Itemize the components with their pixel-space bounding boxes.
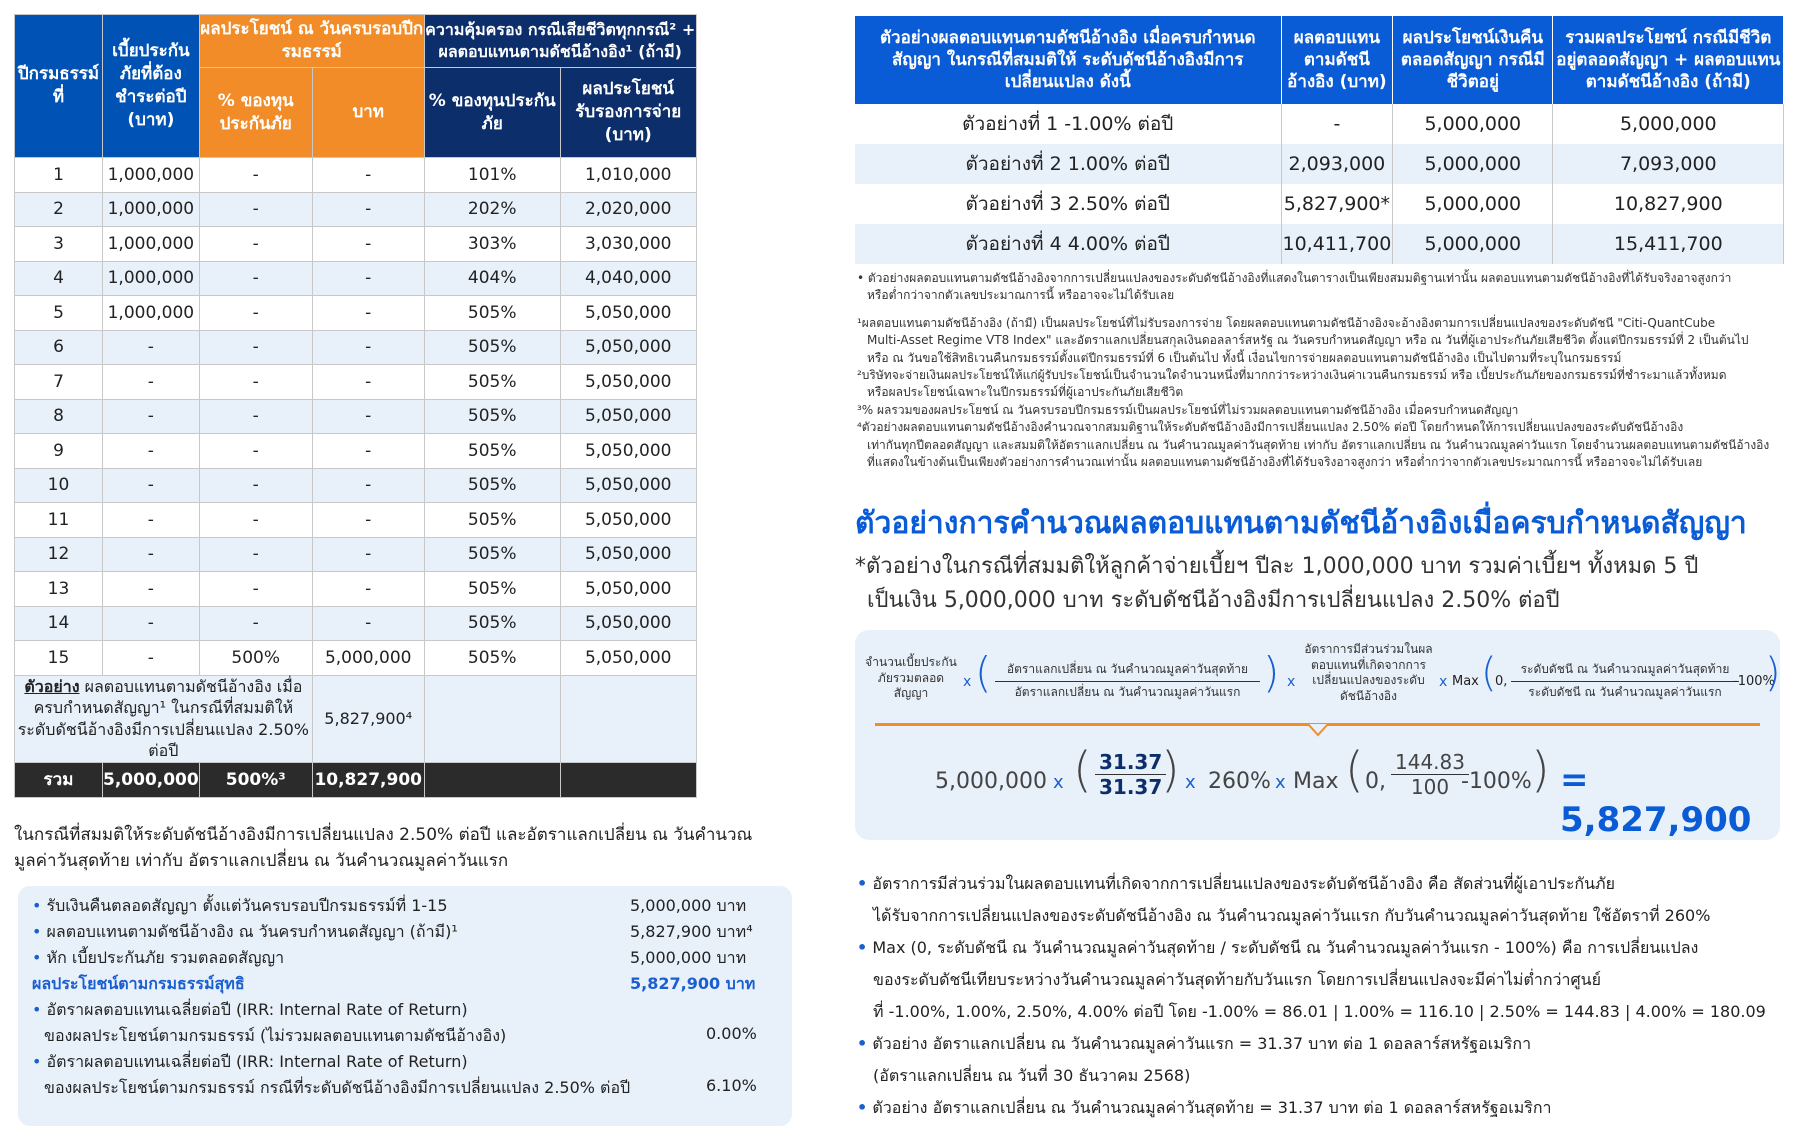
irr2-value: 6.10% <box>706 1076 757 1095</box>
table-cell: 5,050,000 <box>560 641 696 676</box>
table-row <box>15 503 697 538</box>
table-cell: 505% <box>424 399 560 434</box>
table-cell: ตัวอย่างที่ 1 -1.00% ต่อปี <box>855 104 1281 144</box>
table-cell: 14 <box>15 606 103 641</box>
paren-close: ) <box>1765 650 1781 696</box>
table-cell: - <box>199 227 312 262</box>
multiply-sign: x <box>1275 772 1286 793</box>
paren-open: ( <box>1345 742 1364 798</box>
table-cell: - <box>103 330 200 365</box>
table-cell: 505% <box>424 641 560 676</box>
table-cell: 12 <box>15 537 103 572</box>
table-row <box>15 641 697 676</box>
table-cell: 505% <box>424 296 560 331</box>
table-cell: - <box>199 606 312 641</box>
table-cell: 5,050,000 <box>560 399 696 434</box>
zero-label: 0, <box>1495 674 1508 689</box>
table-cell: 4,040,000 <box>560 261 696 296</box>
benefit-table <box>14 14 697 798</box>
paren-close: ) <box>1161 742 1180 798</box>
table-cell: 5,050,000 <box>560 606 696 641</box>
bullet-cont: ที่ -1.00%, 1.00%, 2.50%, 4.00% ต่อปี โดย -1.00% = 86.01 | 1.00% = 116.10 | 2.50% = 144.83 | 4.00% = 180.09 <box>873 1002 1766 1021</box>
table-cell: 7,093,000 <box>1553 144 1784 184</box>
table-cell: 1,000,000 <box>103 158 200 193</box>
bullet-cont: (อัตราแลกเปลี่ยน ณ วันที่ 30 ธันวาคม 2568) <box>873 1066 1191 1085</box>
calc-subtitle-2: เป็นเงิน 5,000,000 บาท ระดับดัชนีอ้างอิงมีการเปลี่ยนแปลง 2.50% ต่อปี <box>867 588 1560 613</box>
table-cell: 5,050,000 <box>560 330 696 365</box>
summary-value: 5,827,900 บาท⁴ <box>630 922 753 941</box>
table-row <box>15 537 697 572</box>
table-cell: 505% <box>424 330 560 365</box>
table-row <box>15 572 697 607</box>
table-cell: - <box>312 227 424 262</box>
example-value: 5,827,900⁴ <box>312 675 424 762</box>
table-cell: - <box>199 365 312 400</box>
table-cell: 5,000,000 <box>1393 224 1553 264</box>
table-cell: - <box>103 572 200 607</box>
table-cell: - <box>312 261 424 296</box>
disclaimer-notes: • ตัวอย่างผลตอบแทนตามดัชนีอ้างอิงจากการเปลี่ยนแปลงของระดับดัชนีอ้างอิงที่แสดงในตารางเป็นเพียงสมมติฐานเท่านั้น ผลตอบแทนตามดัชนีอ้างอิงที่ได้รับจริงอาจสูงกว่า หรือต่ำกว่าจากตัวเลขประมาณการนี้ หรืออาจจะไม่ได้รับเลย ¹ผลตอบแทนตามดัชนีอ้างอิง (ถ้ามี) เป็นผลประโยชน์ที่ไม่รับรองการจ่าย โดยผลตอบแทนตามดัชนีอ้างอิงจะอ้างอิงตามการเปลี่ยนแปลงของระดับดัชนี "Citi-QuantCube Multi-Asset Regime VT8 Index" และอัตราแลกเปลี่ยนสกุลเงินดอลลาร์สหรัฐ ณ วันครบกำหนดสัญญา หรือ ณ วันที่ผู้เอาประกันภัยเสียชีวิต ตั้งแต่ปีกรมธรรม์ที่ 2 เป็นต้นไป หรือ ณ วันขอใช้สิทธิเวนคืนกรมธรรม์ตั้งแต่ปีกรมธรรม์ที่ 6 เป็นต้นไป ทั้งนี้ เงื่อนไขการจ่ายผลตอบแทนตามดัชนีอ้างอิง เป็นไปตามที่ระบุในกรมธรรม์ ²บริษัทจะจ่ายเงินผลประโยชน์ให้แก่ผู้รับประโยชน์เป็นจำนวนใดจำนวนหนึ่งที่มากกว่าระหว่างเงินค่าเวนคืนกรมธรรม์ หรือ เบี้ยประกันภัยของกรมธรรม์ที่ชำระมาแล้วทั้งหมด หรือผลประโยชน์เฉพาะในปีกรมธรรม์ที่ผู้เอาประกันภัยเสียชีวิต ³% ผลรวมของผลประโยชน์ ณ วันครบรอบปีกรมธรรม์เป็นผลประโยชน์ที่ไม่รวมผลตอบแทนตามดัชนีอ้างอิง เมื่อครบกำหนดสัญญา ⁴ตัวอย่างผลตอบแทนตามดัชนีอ้างอิงคำนวณจากสมมติฐานให้ระดับดัชนีอ้างอิงมีการเปลี่ยนแปลง 2.50% ต่อปี โดยกำหนดให้การเปลี่ยนแปลงของระดับดัชนีอ้างอิง เท่ากันทุกปีตลอดสัญญา และสมมติให้อัตราแลกเปลี่ยน ณ วันคำนวณมูลค่าวันสุดท้าย เท่ากับ อัตราแลกเปลี่ยน ณ วันคำนวณมูลค่าวันแรก โดยจำนวนผลตอบแทนตามดัชนีอ้างอิง ที่แสดงในข้างต้นเป็นเพียงตัวอย่างการคำนวณเท่านั้น ผลตอบแทนตามดัชนีอ้างอิงที่ได้รับจริงอาจสูงกว่า หรือต่ำกว่าจากตัวเลขประมาณการนี้ หรืออาจจะไม่ได้รับเลย <box>857 271 1770 469</box>
table-cell: - <box>103 641 200 676</box>
table-cell: - <box>103 434 200 469</box>
example-row <box>855 144 1784 184</box>
assumption-note: ในกรณีที่สมมติให้ระดับดัชนีอ้างอิงมีการเปลี่ยนแปลง 2.50% ต่อปี และอัตราแลกเปลี่ยน ณ วันคำนวณมูลค่าวันสุดท้าย เท่ากับ อัตราแลกเปลี่ยน ณ วันคำนวณมูลค่าวันแรก <box>14 825 753 871</box>
table-cell: - <box>103 537 200 572</box>
table-cell: - <box>103 503 200 538</box>
table-row <box>15 434 697 469</box>
divider-arrow <box>1307 723 1329 737</box>
table-row <box>15 468 697 503</box>
table-cell: 3,030,000 <box>560 227 696 262</box>
table-cell: - <box>199 192 312 227</box>
table-row <box>15 158 697 193</box>
irr2-line2: ของผลประโยชน์ตามกรมธรรม์ กรณีที่ระดับดัชนีอ้างอิงมีการเปลี่ยนแปลง 2.50% ต่อปี <box>44 1078 631 1097</box>
table-cell: 15,411,700 <box>1553 224 1784 264</box>
table-cell: - <box>312 399 424 434</box>
table-row <box>15 330 697 365</box>
table-cell: 5 <box>15 296 103 331</box>
table-cell: 10 <box>15 468 103 503</box>
table-cell: 5,050,000 <box>560 572 696 607</box>
table-cell: 1,000,000 <box>103 261 200 296</box>
paren-close: ) <box>1263 648 1280 697</box>
table-cell: 9 <box>15 434 103 469</box>
table-cell: 505% <box>424 572 560 607</box>
table-cell: 1,000,000 <box>103 296 200 331</box>
table-cell: 5,000,000 <box>1553 104 1784 144</box>
table-cell: 5,050,000 <box>560 468 696 503</box>
max-label-2: Max <box>1293 769 1339 794</box>
table-cell: - <box>312 296 424 331</box>
summary-value: 5,000,000 บาท <box>630 948 747 967</box>
example-label: ตัวอย่าง ผลตอบแทนตามดัชนีอ้างอิง เมื่อครบกำหนดสัญญา¹ ในกรณีที่สมมติให้ระดับดัชนีอ้างอิงมีการเปลี่ยนแปลง 2.50% ต่อปี <box>15 675 313 762</box>
formula-index-ratio: ระดับดัชนี ณ วันคำนวณมูลค่าวันสุดท้าย ระดับดัชนี ณ วันคำนวณมูลค่าวันแรก <box>1511 662 1739 700</box>
table-cell: 5,050,000 <box>560 537 696 572</box>
total-cell <box>424 762 560 797</box>
minus-100-value: -100% <box>1461 769 1532 794</box>
table-row <box>15 296 697 331</box>
paren-open: ( <box>975 648 992 697</box>
example-row <box>15 675 697 762</box>
table-cell: - <box>312 365 424 400</box>
formula-fx-ratio: อัตราแลกเปลี่ยน ณ วันคำนวณมูลค่าวันสุดท้าย อัตราแลกเปลี่ยน ณ วันคำนวณมูลค่าวันแรก <box>995 662 1260 700</box>
summary-value: 5,000,000 บาท <box>630 896 747 915</box>
table-cell: 5,050,000 <box>560 365 696 400</box>
value-premium: 5,000,000 <box>935 769 1047 794</box>
table-row <box>15 365 697 400</box>
table-cell: - <box>103 468 200 503</box>
table-cell: - <box>199 399 312 434</box>
bullet-cont: ของระดับดัชนีเทียบระหว่างวันคำนวณมูลค่าวันสุดท้ายกับวันแรก โดยการเปลี่ยนแปลงจะมีค่าไม่ต่ำกว่าศูนย์ <box>873 970 1601 989</box>
calc-title: ตัวอย่างการคำนวณผลตอบแทนตามดัชนีอ้างอิงเมื่อครบกำหนดสัญญา <box>855 506 1747 541</box>
col-pct-sum-assured-2: % ของทุนประกันภัย <box>424 68 560 158</box>
table-cell: 505% <box>424 606 560 641</box>
table-cell: - <box>1281 104 1393 144</box>
bullet-item: • อัตราการมีส่วนร่วมในผลตอบแทนที่เกิดจากการเปลี่ยนแปลงของระดับดัชนีอ้างอิง คือ สัดส่วนที่ผู้เอาประกันภัย <box>857 874 1615 893</box>
multiply-sign: x <box>1439 674 1448 690</box>
formula-premium: จำนวนเบี้ยประกันภัยรวมตลอดสัญญา <box>865 655 957 701</box>
table-cell: - <box>103 399 200 434</box>
irr1-line2: ของผลประโยชน์ตามกรมธรรม์ (ไม่รวมผลตอบแทนตามดัชนีอ้างอิง) <box>44 1026 507 1045</box>
multiply-sign: x <box>1053 772 1064 793</box>
empty-cell <box>424 675 560 762</box>
bullet-item: • Max (0, ระดับดัชนี ณ วันคำนวณมูลค่าวันสุดท้าย / ระดับดัชนี ณ วันคำนวณมูลค่าวันแรก - 100%) คือ การเปลี่ยนแปลง <box>857 938 1699 957</box>
table-cell: 2,093,000 <box>1281 144 1393 184</box>
irr1-line1: • อัตราผลตอบแทนเฉลี่ยต่อปี (IRR: Internal Rate of Return) <box>32 1000 468 1019</box>
col-total-benefit: รวมผลประโยชน์ กรณีมีชีวิตอยู่ตลอดสัญญา + ผลตอบแทนตามดัชนีอ้างอิง (ถ้ามี) <box>1553 16 1784 104</box>
summary-item: • หัก เบี้ยประกันภัย รวมตลอดสัญญา <box>32 948 285 967</box>
table-cell: 3 <box>15 227 103 262</box>
col-pct-sum-assured: % ของทุนประกันภัย <box>199 68 312 158</box>
table-cell: 505% <box>424 503 560 538</box>
table-cell: - <box>312 434 424 469</box>
col-guaranteed-benefit: ผลประโยชน์รับรองการจ่าย (บาท) <box>560 68 696 158</box>
table-cell: - <box>312 192 424 227</box>
table-cell: 5,827,900* <box>1281 184 1393 224</box>
minus-100: -100% <box>1733 674 1775 689</box>
table-cell: 1,000,000 <box>103 227 200 262</box>
paren-open: ( <box>1073 742 1092 798</box>
table-cell: - <box>199 434 312 469</box>
table-cell: 202% <box>424 192 560 227</box>
formula-box <box>855 630 1780 840</box>
table-cell: 11 <box>15 503 103 538</box>
table-cell: 505% <box>424 365 560 400</box>
table-cell: 1 <box>15 158 103 193</box>
table-cell: - <box>103 365 200 400</box>
table-cell: 500% <box>199 641 312 676</box>
table-cell: - <box>312 503 424 538</box>
table-cell: 5,000,000 <box>1393 104 1553 144</box>
total-cell <box>560 762 696 797</box>
table-cell: 5,000,000 <box>1393 144 1553 184</box>
table-cell: 303% <box>424 227 560 262</box>
net-benefit-value: 5,827,900 บาท <box>630 974 756 993</box>
group-death-coverage: ความคุ้มครอง กรณีเสียชีวิตทุกกรณี² + ผลตอบแทนตามดัชนีอ้างอิง¹ (ถ้ามี) <box>424 15 696 68</box>
col-example: ตัวอย่างผลตอบแทนตามดัชนีอ้างอิง เมื่อครบกำหนดสัญญา ในกรณีที่สมมติให้ ระดับดัชนีอ้างอิงมีการเปลี่ยนแปลง ดังนี้ <box>855 16 1281 104</box>
table-cell: - <box>312 158 424 193</box>
table-cell: 6 <box>15 330 103 365</box>
example-row <box>855 184 1784 224</box>
multiply-sign: x <box>963 674 972 690</box>
bullet-item: • ตัวอย่าง อัตราแลกเปลี่ยน ณ วันคำนวณมูลค่าวันแรก = 31.37 บาท ต่อ 1 ดอลลาร์สหรัฐอเมริกา <box>857 1034 1532 1053</box>
table-cell: ตัวอย่างที่ 4 4.00% ต่อปี <box>855 224 1281 264</box>
example-row <box>855 104 1784 144</box>
table-cell: ตัวอย่างที่ 2 1.00% ต่อปี <box>855 144 1281 184</box>
explanation-list <box>857 868 1787 1124</box>
table-cell: - <box>199 296 312 331</box>
multiply-sign: x <box>1185 772 1196 793</box>
table-cell: 1,010,000 <box>560 158 696 193</box>
calc-subtitle-1: *ตัวอย่างในกรณีที่สมมติให้ลูกค้าจ่ายเบี้ยฯ ปีละ 1,000,000 บาท รวมค่าเบี้ยฯ ทั้งหมด 5 ปี <box>855 554 1699 579</box>
bullet-item: • ตัวอย่าง อัตราแลกเปลี่ยน ณ วันคำนวณมูลค่าวันสุดท้าย = 31.37 บาท ต่อ 1 ดอลลาร์สหรัฐอเมริกา <box>857 1098 1552 1117</box>
max-label: Max <box>1452 674 1479 689</box>
table-cell: 2,020,000 <box>560 192 696 227</box>
table-row <box>15 192 697 227</box>
table-cell: 2 <box>15 192 103 227</box>
table-cell: 10,411,700 <box>1281 224 1393 264</box>
table-cell: - <box>103 606 200 641</box>
table-cell: 101% <box>424 158 560 193</box>
table-cell: - <box>199 572 312 607</box>
table-cell: 505% <box>424 468 560 503</box>
net-benefit-label: ผลประโยชน์ตามกรมธรรม์สุทธิ <box>32 974 245 993</box>
multiply-sign: x <box>1287 674 1296 690</box>
paren-open: ( <box>1481 650 1497 696</box>
value-fx-ratio: $\frac{31.37}{31.37}$ <box>1095 750 1166 799</box>
summary-item: • ผลตอบแทนตามดัชนีอ้างอิง ณ วันครบกำหนดสัญญา (ถ้ามี)¹ <box>32 922 458 941</box>
col-index-return: ผลตอบแทนตามดัชนีอ้างอิง (บาท) <box>1281 16 1393 104</box>
table-cell: - <box>199 537 312 572</box>
col-baht: บาท <box>312 68 424 158</box>
table-cell: - <box>199 261 312 296</box>
zero-value: 0, <box>1365 769 1386 794</box>
total-cell: 500%³ <box>199 762 312 797</box>
table-cell: 5,050,000 <box>560 503 696 538</box>
irr2-line1: • อัตราผลตอบแทนเฉลี่ยต่อปี (IRR: Internal Rate of Return) <box>32 1052 468 1071</box>
table-cell: - <box>199 468 312 503</box>
table-cell: 10,827,900 <box>1553 184 1784 224</box>
table-cell: ตัวอย่างที่ 3 2.50% ต่อปี <box>855 184 1281 224</box>
total-row <box>15 762 697 797</box>
value-participation: 260% <box>1208 769 1271 794</box>
example-row <box>855 224 1784 264</box>
col-survival-benefit: ผลประโยชน์เงินคืนตลอดสัญญา กรณีมีชีวิตอยู่ <box>1393 16 1553 104</box>
bullet-cont: ได้รับจากการเปลี่ยนแปลงของระดับดัชนีอ้างอิง ณ วันคำนวณมูลค่าวันแรก กับวันคำนวณมูลค่าวันสุดท้าย ใช้อัตราที่ 260% <box>873 906 1711 925</box>
table-row <box>15 606 697 641</box>
table-row <box>15 227 697 262</box>
total-cell: 5,000,000 <box>103 762 200 797</box>
empty-cell <box>560 675 696 762</box>
table-cell: 5,050,000 <box>560 296 696 331</box>
paren-close: ) <box>1531 742 1550 798</box>
table-cell: 7 <box>15 365 103 400</box>
col-premium: เบี้ยประกันภัยที่ต้องชำระต่อปี (บาท) <box>103 15 200 158</box>
table-cell: - <box>199 503 312 538</box>
table-cell: 5,000,000 <box>1393 184 1553 224</box>
group-anniversary-benefit: ผลประโยชน์ ณ วันครบรอบปีกรมธรรม์ <box>199 15 424 68</box>
total-cell: 10,827,900 <box>312 762 424 797</box>
table-cell: 1,000,000 <box>103 192 200 227</box>
table-cell: 4 <box>15 261 103 296</box>
table-cell: 404% <box>424 261 560 296</box>
formula-participation: อัตราการมีส่วนร่วมในผลตอบแทนที่เกิดจากการเปลี่ยนแปลงของระดับดัชนีอ้างอิง <box>1304 642 1433 703</box>
index-return-table <box>855 16 1784 264</box>
table-cell: - <box>312 537 424 572</box>
table-cell: 505% <box>424 434 560 469</box>
table-cell: - <box>312 572 424 607</box>
col-policy-year: ปีกรมธรรม์ที่ <box>15 15 103 158</box>
table-cell: 505% <box>424 537 560 572</box>
table-cell: 13 <box>15 572 103 607</box>
value-index-ratio: $\frac{144.83}{100}$ <box>1391 750 1469 799</box>
result-value: = 5,827,900 <box>1560 760 1752 840</box>
irr1-value: 0.00% <box>706 1024 757 1043</box>
table-cell: 15 <box>15 641 103 676</box>
table-cell: 5,050,000 <box>560 434 696 469</box>
table-cell: - <box>312 606 424 641</box>
table-cell: - <box>199 158 312 193</box>
total-cell: รวม <box>15 762 103 797</box>
summary-box <box>18 886 792 1126</box>
table-cell: - <box>199 330 312 365</box>
table-row <box>15 399 697 434</box>
table-cell: 8 <box>15 399 103 434</box>
table-cell: 5,000,000 <box>312 641 424 676</box>
table-cell: - <box>312 468 424 503</box>
table-cell: - <box>312 330 424 365</box>
table-row <box>15 261 697 296</box>
summary-item: • รับเงินคืนตลอดสัญญา ตั้งแต่วันครบรอบปีกรมธรรม์ที่ 1-15 <box>32 896 448 915</box>
